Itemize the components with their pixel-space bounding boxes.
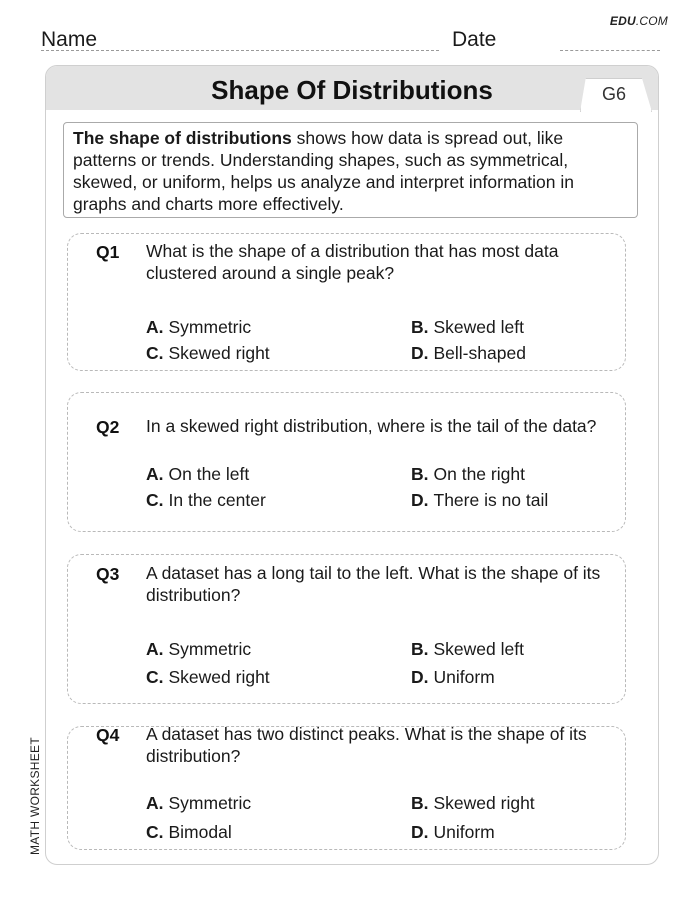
question-number: Q4: [96, 725, 120, 745]
question-text: In a skewed right distribution, where is the tail of the data?: [146, 416, 597, 436]
option-b[interactable]: [411, 793, 535, 814]
question-card-2: [67, 392, 626, 532]
question-number: Q1: [96, 242, 120, 262]
grade-badge: G6: [602, 84, 627, 104]
option-letter: C.: [146, 343, 164, 363]
page-title: Shape Of Distributions: [211, 75, 493, 105]
option-text: Skewed right: [168, 343, 270, 363]
option-a[interactable]: [146, 317, 251, 338]
option-text: Skewed left: [433, 639, 524, 659]
option-letter: D.: [411, 667, 429, 687]
option-d[interactable]: [411, 490, 548, 511]
brand-com: .COM: [635, 14, 668, 28]
option-b[interactable]: [411, 464, 525, 485]
option-text: Bimodal: [168, 822, 232, 842]
option-letter: A.: [146, 464, 164, 484]
question-number: Q3: [96, 564, 120, 584]
side-label: MATH WORKSHEET: [28, 737, 42, 855]
option-text: Symmetric: [168, 793, 252, 813]
option-d[interactable]: [411, 822, 495, 843]
question-text: A dataset has two distinct peaks. What is the shape of its distribution?: [146, 724, 587, 766]
option-b[interactable]: [411, 639, 524, 660]
option-a[interactable]: [146, 464, 249, 485]
option-text: On the right: [433, 464, 525, 484]
option-c[interactable]: [146, 822, 232, 843]
option-text: In the center: [168, 490, 266, 510]
option-text: Skewed right: [433, 793, 535, 813]
intro-box: [63, 122, 638, 218]
option-letter: A.: [146, 793, 164, 813]
option-letter: B.: [411, 464, 429, 484]
intro-text: shows how data is spread out, like patterns or trends. Understanding shapes, such as symmetrical, skewed, or uniform, helps us analyze and interpret information in graphs and charts more effectively.: [73, 128, 574, 214]
option-letter: D.: [411, 822, 429, 842]
option-d[interactable]: [411, 343, 526, 364]
option-text: Symmetric: [168, 317, 252, 337]
option-letter: D.: [411, 490, 429, 510]
option-letter: C.: [146, 490, 164, 510]
name-write-line: [41, 50, 439, 51]
option-a[interactable]: [146, 639, 251, 660]
name-label: Name: [41, 28, 98, 51]
option-text: Bell-shaped: [433, 343, 526, 363]
option-text: Uniform: [433, 667, 495, 687]
option-letter: B.: [411, 639, 429, 659]
option-text: Skewed left: [433, 317, 524, 337]
option-text: There is no tail: [433, 490, 549, 510]
option-letter: D.: [411, 343, 429, 363]
brand-edu: EDU: [609, 14, 636, 28]
option-letter: A.: [146, 317, 164, 337]
option-letter: A.: [146, 639, 164, 659]
option-text: Uniform: [433, 822, 495, 842]
option-letter: B.: [411, 793, 429, 813]
option-c[interactable]: [146, 667, 270, 688]
option-text: Symmetric: [168, 639, 252, 659]
title-bar: [46, 66, 658, 110]
brand-underline: [560, 50, 660, 51]
option-b[interactable]: [411, 317, 524, 338]
option-text: On the left: [168, 464, 250, 484]
option-c[interactable]: [146, 490, 266, 511]
option-letter: C.: [146, 822, 164, 842]
option-c[interactable]: [146, 343, 270, 364]
question-number: Q2: [96, 417, 120, 437]
date-label: Date: [452, 28, 497, 51]
question-text: A dataset has a long tail to the left. What is the shape of its distribution?: [146, 563, 601, 605]
brand-logo: [610, 14, 668, 28]
option-a[interactable]: [146, 793, 251, 814]
intro-bold: The shape of distributions: [73, 128, 292, 148]
question-text: What is the shape of a distribution that has most data clustered around a single peak?: [146, 241, 559, 283]
option-letter: C.: [146, 667, 164, 687]
option-text: Skewed right: [168, 667, 270, 687]
option-d[interactable]: [411, 667, 495, 688]
option-letter: B.: [411, 317, 429, 337]
